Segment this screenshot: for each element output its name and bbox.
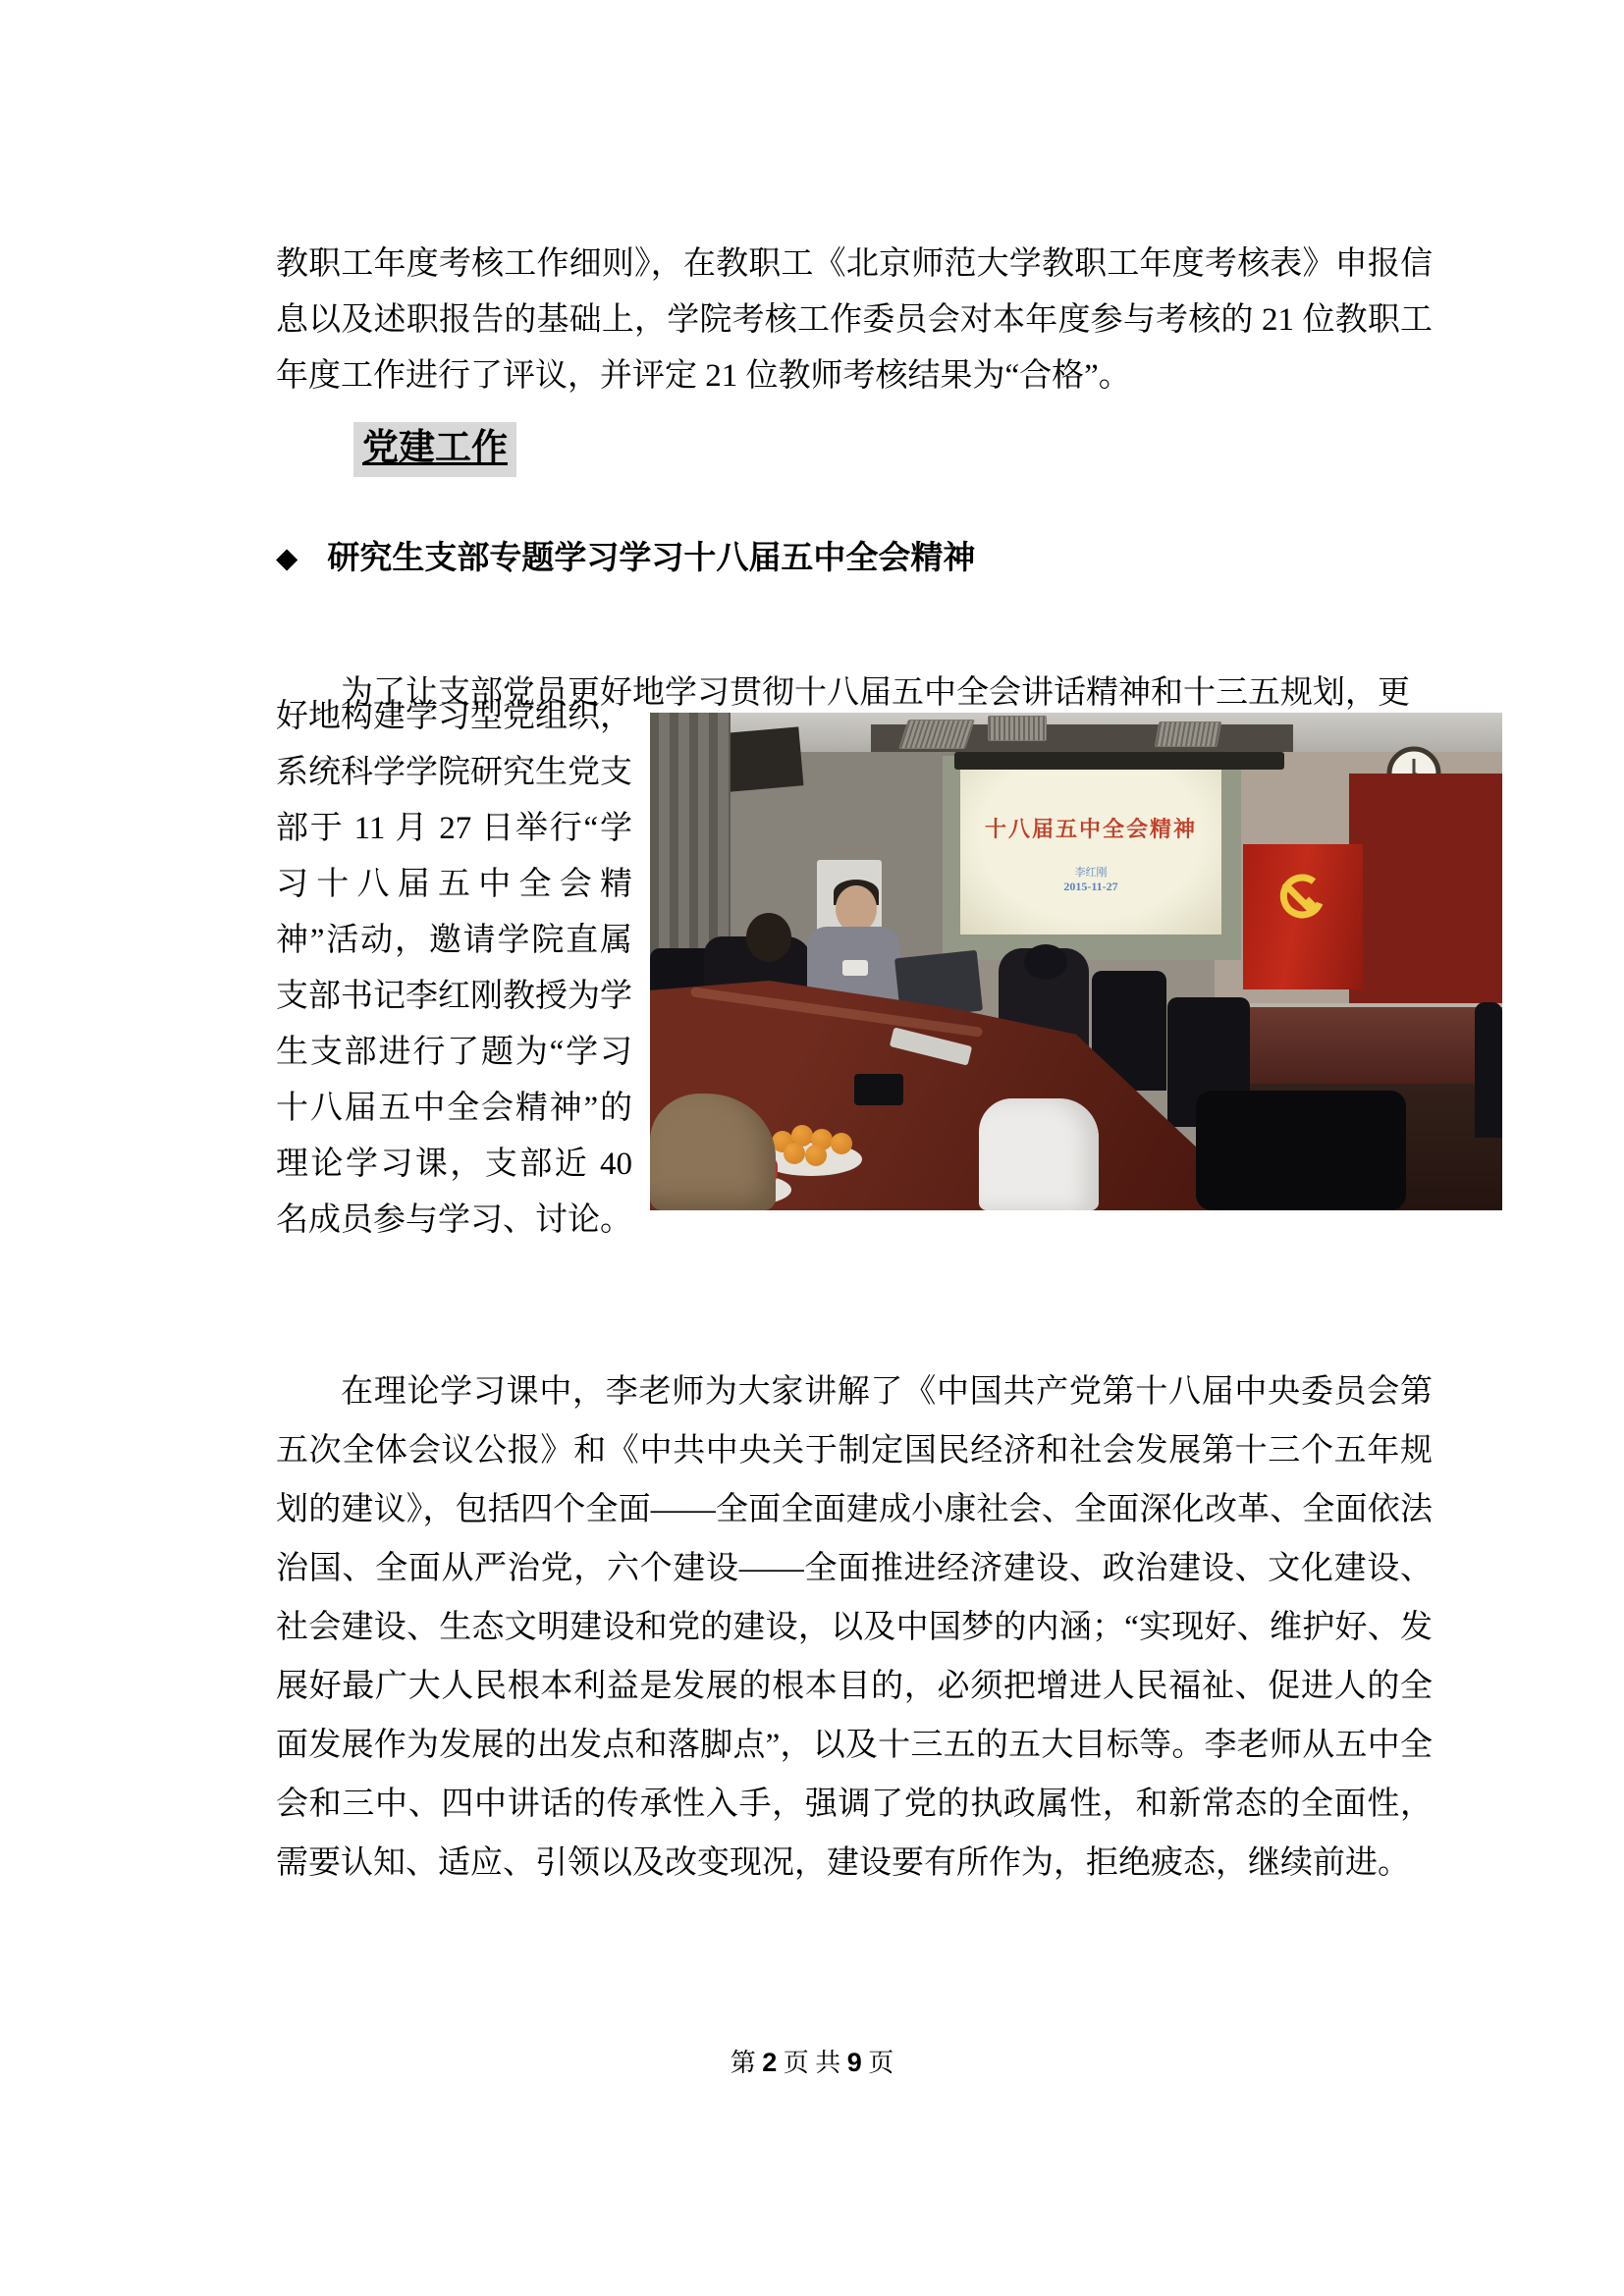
paragraph-study-rest-text: 好地构建学习型党组织，系统科学学院研究生党支部于 11 月 27 日举行“学习十八届五中全会精神”活动，邀请学院直属支部书记李红刚教授为学生支部进行了题为“学习十八届五中全会精神”的理论学习课，支部近 40 名成员参与学习、讨论。 xyxy=(276,699,632,1238)
attendee-head xyxy=(746,913,791,962)
air-vent xyxy=(988,716,1047,741)
projection-screen xyxy=(960,770,1221,934)
footer-page-number: 2 xyxy=(762,2048,778,2077)
white-jacket-on-chair xyxy=(979,1098,1099,1210)
bullet-heading-line xyxy=(276,533,1433,583)
paragraph-study-line1: 为了让支部党员更好地学习贯彻十八届五中全会讲话精神和十三五规划，更 xyxy=(341,675,1410,711)
orange xyxy=(831,1133,852,1154)
section-heading-party-building: 党建工作 xyxy=(353,422,516,477)
office-chair xyxy=(1196,1091,1406,1210)
slide-date: 2015-11-27 xyxy=(1063,880,1118,893)
wainscot xyxy=(1215,1007,1502,1086)
footer-text: 第 xyxy=(730,2049,763,2077)
orange xyxy=(784,1143,805,1164)
diamond-bullet-icon: ◆ xyxy=(276,543,298,574)
attendee-head xyxy=(1024,944,1067,980)
footer-text: 页 xyxy=(861,2049,894,2077)
page-footer xyxy=(0,2047,1624,2079)
paragraph-assessment: 教职工年度考核工作细则》，在教职工《北京师范大学教职工年度考核表》申报信息以及述职报告的基础上，学院考核工作委员会对本年度参与考核的 21 位教职工年度工作进行了评议，并评定 21 位教师考核结果为“合格”。 xyxy=(276,246,1433,394)
white-collar xyxy=(842,960,868,976)
air-vent xyxy=(898,720,975,749)
bullet-heading-text: 研究生支部专题学习学习十八届五中全会精神 xyxy=(327,539,976,575)
air-vent xyxy=(1155,721,1222,747)
slide-presenter: 李红刚 xyxy=(1074,867,1108,879)
meeting-room-photo xyxy=(650,713,1502,1210)
footer-total-pages: 9 xyxy=(846,2048,862,2077)
projector-screen-casing xyxy=(954,752,1284,770)
party-flag xyxy=(1243,844,1363,989)
hammer-sickle-icon xyxy=(1271,868,1329,927)
orange xyxy=(805,1145,827,1166)
slide-title: 十八届五中全会精神 xyxy=(984,817,1197,841)
camera xyxy=(854,1074,903,1105)
speaker-head xyxy=(836,885,877,933)
paragraph-lecture-content: 在理论学习课中，李老师为大家讲解了《中国共产党第十八届中央委员会第五次全体会议公报》和《中共中央关于制定国民经济和社会发展第十三个五年规划的建议》，包括四个全面——全面全面建成小康社会、全面深化改革、全面依法治国、全面从严治党，六个建设——全面推进经济建设、政治建设、文化建设、社会建设、生态文明建设和党的建设，以及中国梦的内涵；“实现好、维护好、发展好最广大人民根本利益是发展的根本目的，必须把增进人民福祉、促进人的全面发展作为发展的出发点和落脚点”，以及十三五的五大目标等。李老师从五中全会和三中、四中讲话的传承性入手，强调了党的执政属性，和新常态的全面性，需要认知、适应、引领以及改变现况，建设要有所作为，拒绝疲态，继续前进。 xyxy=(276,1374,1433,1881)
footer-text: 页 共 xyxy=(777,2049,847,2077)
office-chair xyxy=(1475,1002,1502,1138)
